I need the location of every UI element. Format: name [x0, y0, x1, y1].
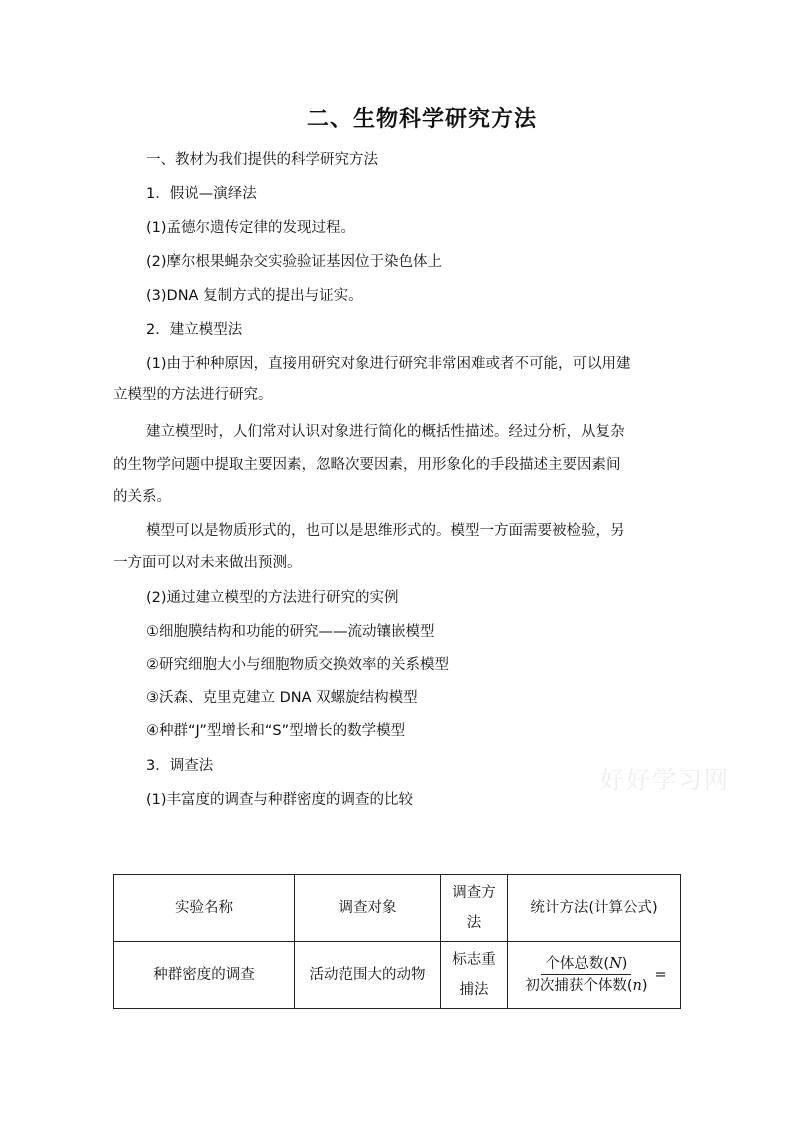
- table-header-cell: [441, 875, 508, 942]
- table-header-cell: 实验名称: [114, 875, 295, 942]
- paragraph-line: 的关系。: [113, 489, 171, 505]
- list-item: (1)丰富度的调查与种群密度的调查的比较: [146, 792, 414, 808]
- formula: [521, 954, 666, 997]
- paragraph-line: 一方面可以对未来做出预测。: [113, 555, 302, 571]
- table-cell: [441, 942, 508, 1009]
- table-header-row: [114, 875, 681, 942]
- paragraph-line: (1)由于种种原因，直接用研究对象进行研究非常困难或者不可能，可以用建: [146, 356, 631, 372]
- list-item: (1)孟德尔遗传定律的发现过程。: [146, 220, 356, 236]
- list-item: ④种群“J”型增长和“S”型增长的数学模型: [146, 723, 406, 739]
- list-item: ①细胞膜结构和功能的研究——流动镶嵌模型: [146, 624, 435, 640]
- table-cell-text: 标志重捕法: [452, 952, 496, 998]
- numerator-variable: N: [609, 955, 622, 972]
- list-item: ②研究细胞大小与细胞物质交换效率的关系模型: [146, 657, 449, 673]
- page-title: 二、生物科学研究方法: [306, 107, 537, 132]
- list-item: (2)摩尔根果蝇杂交实验验证基因位于染色体上: [146, 254, 443, 270]
- list-item: (3)DNA 复制方式的提出与证实。: [146, 288, 363, 304]
- table-header-cell: 统计方法(计算公式): [508, 875, 681, 942]
- section-heading-1: 一、教材为我们提供的科学研究方法: [146, 152, 378, 168]
- subheading-model-building: 2．建立模型法: [146, 322, 243, 338]
- table-cell-text: 活动范围大的动物: [309, 967, 426, 983]
- subheading-hypothesis-deduction: 1．假说—演绎法: [146, 186, 257, 202]
- numerator-close: ): [621, 955, 628, 972]
- fraction-denominator: [521, 975, 651, 997]
- table-header-text: 调查方法: [452, 885, 496, 931]
- table-cell: 种群密度的调查: [114, 942, 295, 1009]
- paragraph-line: 模型可以是物质形式的，也可以是思维形式的。模型一方面需要被检验，另: [146, 523, 625, 539]
- subheading-examples: (2)通过建立模型的方法进行研究的实例: [146, 590, 399, 606]
- denominator-text: 初次捕获个体数(: [525, 977, 633, 994]
- paragraph-line: 的生物学问题中提取主要因素，忽略次要因素，用形象化的手段描述主要因素间: [113, 457, 621, 473]
- table-cell: [295, 942, 441, 1009]
- denominator-close: ): [641, 977, 648, 994]
- comparison-table: [113, 874, 681, 1009]
- table-cell-formula: [508, 942, 681, 1009]
- paragraph-line: 立模型的方法进行研究。: [113, 387, 273, 403]
- paragraph-line: 建立模型时，人们常对认识对象进行简化的概括性描述。经过分析，从复杂: [146, 424, 625, 440]
- table-header-cell: 调查对象: [295, 875, 441, 942]
- subheading-survey: 3．调查法: [146, 758, 214, 774]
- equals-sign: =: [654, 967, 667, 983]
- list-item: ③沃森、克里克建立 DNA 双螺旋结构模型: [146, 690, 418, 706]
- fraction: [521, 954, 651, 997]
- fraction-numerator: [541, 954, 631, 975]
- denominator-variable: n: [632, 977, 642, 994]
- table-row: [114, 942, 681, 1009]
- numerator-text: 个体总数(: [545, 955, 610, 972]
- watermark: 好好学习网: [600, 766, 730, 794]
